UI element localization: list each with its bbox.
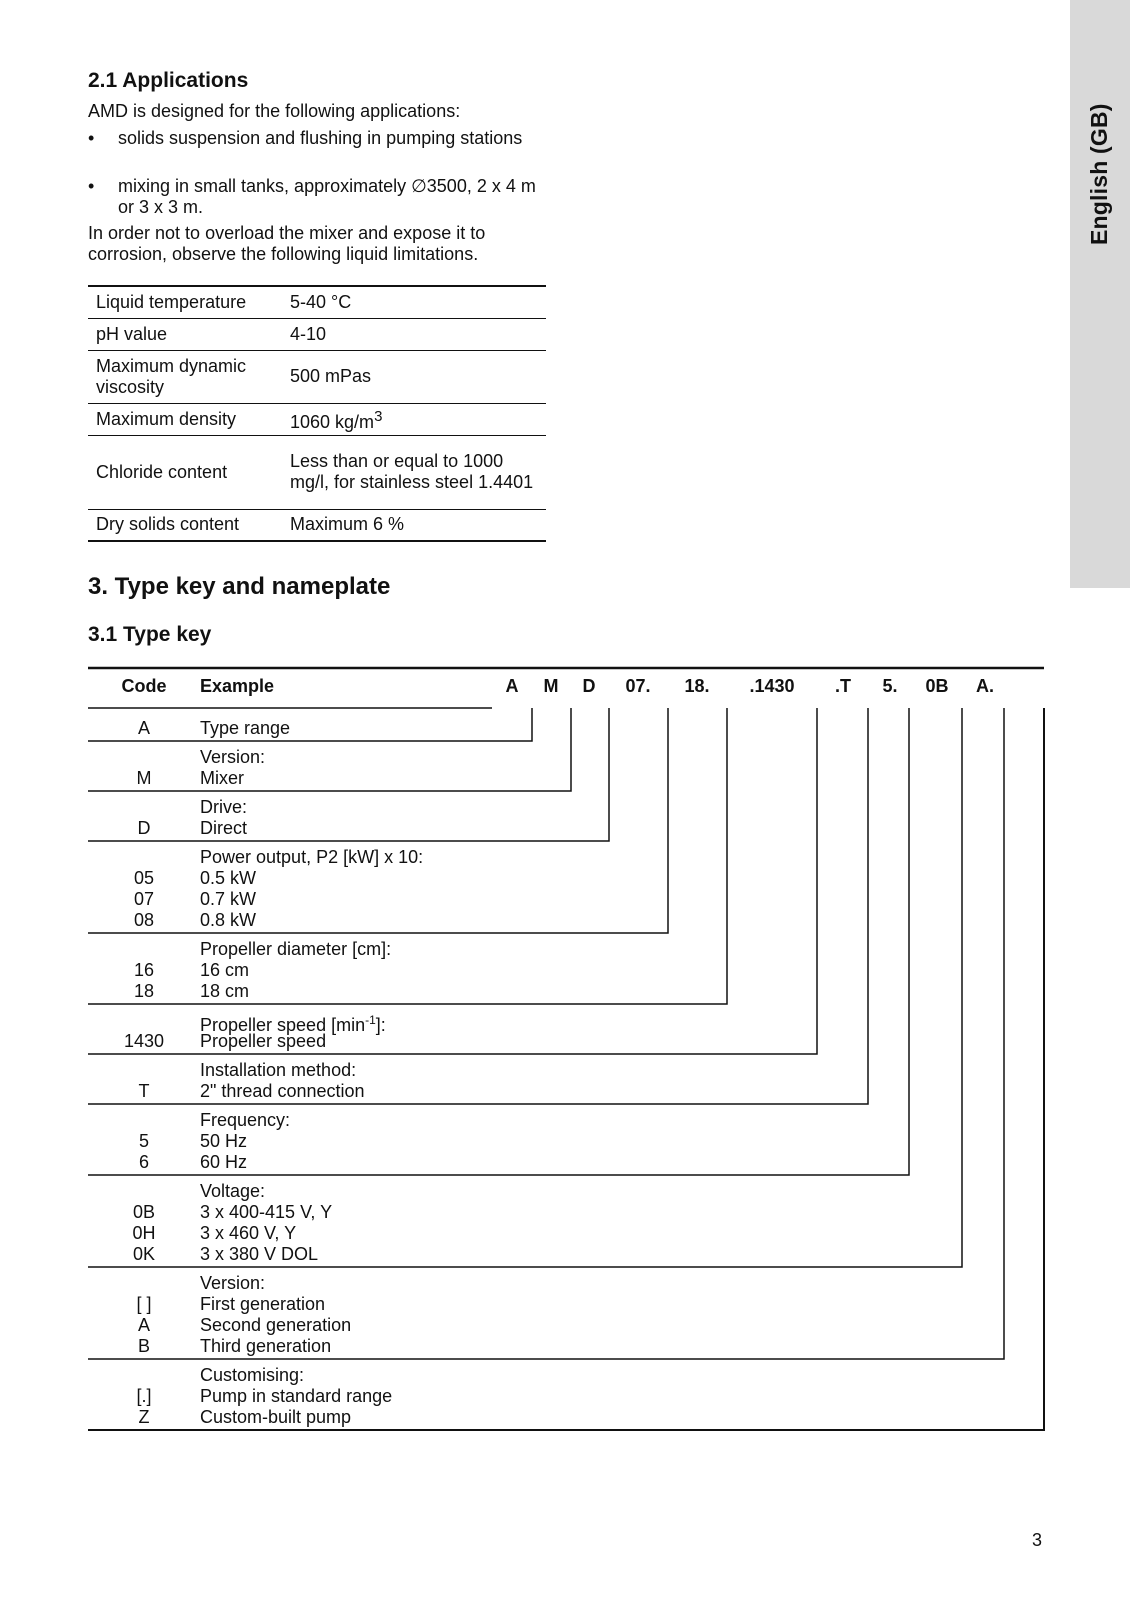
heading-applications: 2.1 Applications	[88, 69, 249, 92]
type-key-code: D	[137, 818, 151, 838]
bullet-text: mixing in small tanks, approximately ∅3500, 2 x 4 m or 3 x 3 m.	[118, 176, 536, 217]
limit-value: 500 mPas	[290, 366, 372, 386]
limit-value: Less than or equal to 1000 mg/l, for stainless steel 1.4401	[290, 451, 534, 492]
type-key-part: A	[505, 676, 519, 696]
type-key-code: 16	[133, 960, 155, 980]
limit-value-sup: 3	[374, 407, 383, 425]
limit-value: 4-10	[290, 323, 327, 344]
row-title-text: Customising:	[200, 1365, 305, 1385]
type-key-description: Mixer	[200, 768, 244, 788]
type-key-part: M	[543, 676, 559, 696]
language-tab-label: English (GB)	[1086, 103, 1112, 245]
type-key-connector	[88, 708, 817, 1054]
type-key-description: Type range	[200, 718, 291, 738]
bullet-text: solids suspension and flushing in pumping stations	[118, 128, 523, 148]
type-key-description: 3 x 380 V DOL	[200, 1244, 319, 1264]
type-key-row-title	[200, 1110, 290, 1131]
type-key-code: 0K	[132, 1244, 156, 1264]
type-key-code: B	[137, 1336, 150, 1356]
bullet-dot: •	[88, 128, 95, 148]
row-title-text: Drive:	[200, 797, 248, 817]
type-key-code: 6	[138, 1152, 149, 1172]
type-key-row-title	[200, 1181, 265, 1202]
type-key-description: 18 cm	[200, 981, 250, 1001]
heading-type-key: 3.1 Type key	[88, 623, 212, 646]
type-key-description: Propeller speed	[200, 1031, 327, 1051]
type-key-code: T	[138, 1081, 150, 1101]
row-title-text: Power output, P2 [kW] x 10:	[200, 847, 424, 867]
type-key-part: 07.	[625, 676, 651, 696]
type-key-description: 50 Hz	[200, 1131, 248, 1151]
type-key-part: 18.	[684, 676, 710, 696]
limit-value-text: 1060 kg/m	[290, 411, 375, 432]
type-key-description: 3 x 460 V, Y	[200, 1223, 297, 1243]
row-title-sup: -1	[365, 1013, 376, 1027]
type-key-code: 05	[133, 868, 155, 888]
type-key-row-title	[200, 939, 391, 960]
type-key-code: 18	[133, 981, 155, 1001]
type-key-description: 0.7 kW	[200, 889, 257, 909]
row-title-text: Version:	[200, 747, 266, 767]
row-title-text: Voltage:	[200, 1181, 266, 1201]
bullet-dot: •	[88, 176, 95, 196]
row-title-text: Propeller diameter [cm]:	[200, 939, 392, 959]
type-key-code: A	[137, 718, 150, 738]
type-key-part: D	[582, 676, 596, 696]
type-key-part: .1430	[749, 676, 795, 696]
type-key-part: A.	[976, 676, 994, 696]
type-key-code: A	[137, 1315, 150, 1335]
type-key-description: 60 Hz	[200, 1152, 248, 1172]
row-title-tail: ]:	[375, 1015, 386, 1035]
type-key-row-title	[200, 747, 265, 768]
limit-label: Liquid temperature	[96, 291, 247, 312]
type-key-description: Second generation	[200, 1315, 352, 1335]
liquid-limitations-note: In order not to overload the mixer and expose it to corrosion, observe the following liquid limitations.	[88, 223, 486, 264]
row-title-text: Version:	[200, 1273, 266, 1293]
type-key-row-title	[200, 797, 247, 818]
limit-value: 5-40 °C	[290, 291, 352, 312]
page-number: 3	[1032, 1530, 1043, 1550]
type-key-code: 0B	[132, 1202, 156, 1222]
type-key-description: 0.5 kW	[200, 868, 257, 888]
type-key-description: First generation	[200, 1294, 326, 1314]
type-key-code: 08	[133, 910, 155, 930]
limit-label: Chloride content	[96, 461, 228, 482]
heading-type-key-nameplate: 3. Type key and nameplate	[88, 573, 391, 600]
type-key-row-title	[200, 1273, 265, 1294]
type-key-part: .T	[835, 676, 851, 696]
type-key-code: Z	[138, 1407, 150, 1427]
type-key-description: Direct	[200, 818, 248, 838]
type-key-code: 1430	[123, 1031, 165, 1051]
type-key-description: Pump in standard range	[200, 1386, 393, 1406]
type-key-row-title	[200, 1060, 356, 1081]
type-key-code: 07	[133, 889, 155, 909]
applications-intro: AMD is designed for the following applications:	[88, 101, 461, 121]
type-key-description: 2" thread connection	[200, 1081, 365, 1101]
limit-label: pH value	[96, 323, 168, 344]
limit-label: Dry solids content	[96, 514, 240, 535]
limit-label: Maximum density	[96, 408, 237, 429]
type-key-part: 0B	[925, 676, 949, 696]
type-key-description: 0.8 kW	[200, 910, 257, 930]
type-key-code: 5	[138, 1131, 149, 1151]
type-key-description: 16 cm	[200, 960, 250, 980]
column-header-code: Code	[121, 676, 167, 696]
row-title-text: Installation method:	[200, 1060, 357, 1080]
row-title-text: Frequency:	[200, 1110, 291, 1130]
type-key-description: 3 x 400-415 V, Y	[200, 1202, 333, 1222]
row-title-text: Propeller speed [min	[200, 1015, 366, 1035]
type-key-code: [.]	[136, 1386, 152, 1406]
type-key-code: M	[136, 768, 152, 788]
type-key-code: [ ]	[136, 1294, 152, 1314]
limit-value: Maximum 6 %	[290, 514, 405, 535]
type-key-code: 0H	[132, 1223, 156, 1243]
type-key-description: Custom-built pump	[200, 1407, 352, 1427]
type-key-part: 5.	[882, 676, 898, 696]
type-key-row-title	[200, 1365, 304, 1386]
limit-label: Maximum dynamic viscosity	[96, 355, 247, 397]
type-key-row-title	[200, 847, 423, 868]
column-header-example: Example	[200, 676, 275, 696]
type-key-description: Third generation	[200, 1336, 332, 1356]
